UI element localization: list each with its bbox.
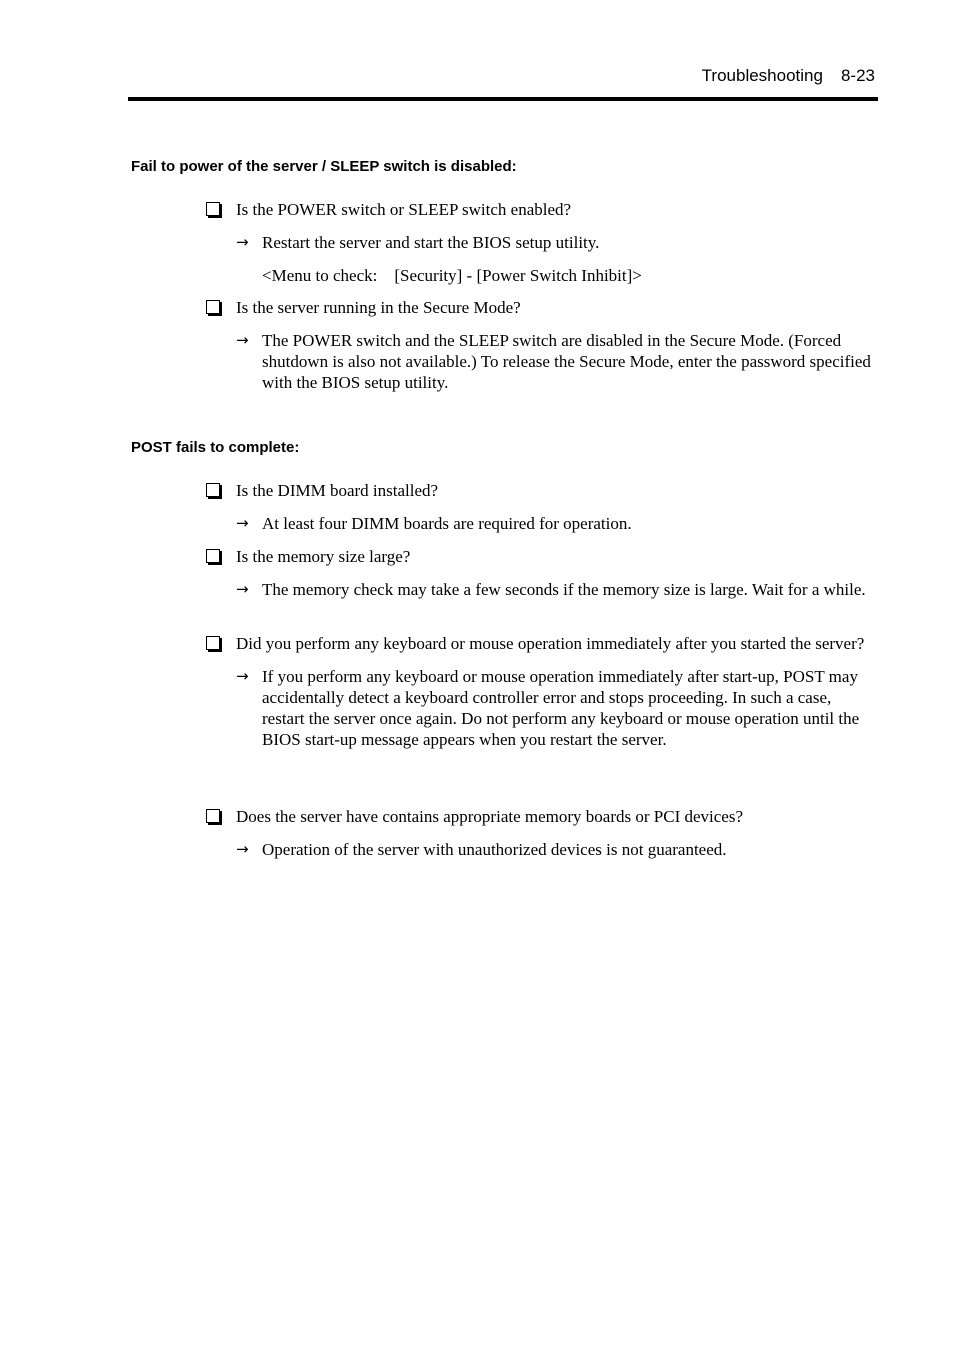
checklist-item: [205, 199, 877, 286]
arrow-right-icon: →: [236, 233, 249, 251]
checkbox-icon: [206, 809, 220, 823]
question-text: Is the DIMM board installed?: [236, 481, 439, 500]
page-number: 8-23: [840, 66, 875, 85]
checklist-item: [205, 546, 877, 600]
running-header: [702, 66, 875, 86]
answer-text: The memory check may take a few seconds if the memory size is large. Wait for a while.: [262, 580, 866, 599]
checklist-item: [205, 297, 877, 393]
checklist-question: [205, 199, 877, 221]
checklist-item: [205, 806, 877, 860]
checklist-answer: [236, 232, 877, 253]
checklist-answer: [236, 579, 877, 600]
question-text: Is the memory size large?: [236, 547, 411, 566]
checklist-answer: [236, 839, 877, 860]
arrow-right-icon: →: [236, 331, 249, 349]
question-text: Is the server running in the Secure Mode?: [236, 298, 521, 317]
menu-note: <Menu to check: [Security] - [Power Switch Inhibit]>: [262, 266, 642, 285]
checklist-answer: [236, 330, 877, 393]
checkbox-icon: [206, 300, 220, 314]
checklist-item: [205, 633, 877, 750]
question-text: Did you perform any keyboard or mouse operation immediately after you started the server?: [236, 634, 865, 653]
arrow-right-icon: →: [236, 840, 249, 858]
answer-text: If you perform any keyboard or mouse operation immediately after start-up, POST may accidentally detect a keyboard controller error and stops proceeding. In such a case, restart the server once again. Do not perform any keyboard or mouse operation until the BIOS start-up message appears when you restart the server.: [262, 667, 860, 749]
answer-text: The POWER switch and the SLEEP switch are disabled in the Secure Mode. (Forced shutdown is also not available.) To release the Secure Mode, enter the password specified with the BIOS setup utility.: [262, 331, 871, 392]
checklist-answer: [236, 513, 877, 534]
arrow-right-icon: →: [236, 580, 249, 598]
checkbox-icon: [206, 636, 220, 650]
checkbox-icon: [206, 202, 220, 216]
answer-text: Restart the server and start the BIOS setup utility.: [262, 233, 600, 252]
answer-text: At least four DIMM boards are required for operation.: [262, 514, 632, 533]
section-title: POST fails to complete:: [131, 439, 300, 456]
question-text: Does the server have contains appropriate memory boards or PCI devices?: [236, 807, 743, 826]
checkbox-icon: [206, 483, 220, 497]
header-section-title: Troubleshooting: [701, 66, 823, 85]
checklist-answer: [236, 666, 877, 750]
checklist-question: [205, 297, 877, 319]
checklist-question: [205, 633, 877, 655]
checklist-question: [205, 480, 877, 502]
section-title: Fail to power of the server / SLEEP switch is disabled:: [131, 158, 517, 175]
checklist-question: [205, 546, 877, 568]
answer-text: Operation of the server with unauthorized devices is not guaranteed.: [262, 840, 727, 859]
arrow-right-icon: →: [236, 514, 249, 532]
question-text: Is the POWER switch or SLEEP switch enabled?: [236, 200, 572, 219]
checklist-question: [205, 806, 877, 828]
page-header: [128, 64, 878, 101]
checklist-item: [205, 480, 877, 534]
checkbox-icon: [206, 549, 220, 563]
arrow-right-icon: →: [236, 667, 249, 685]
